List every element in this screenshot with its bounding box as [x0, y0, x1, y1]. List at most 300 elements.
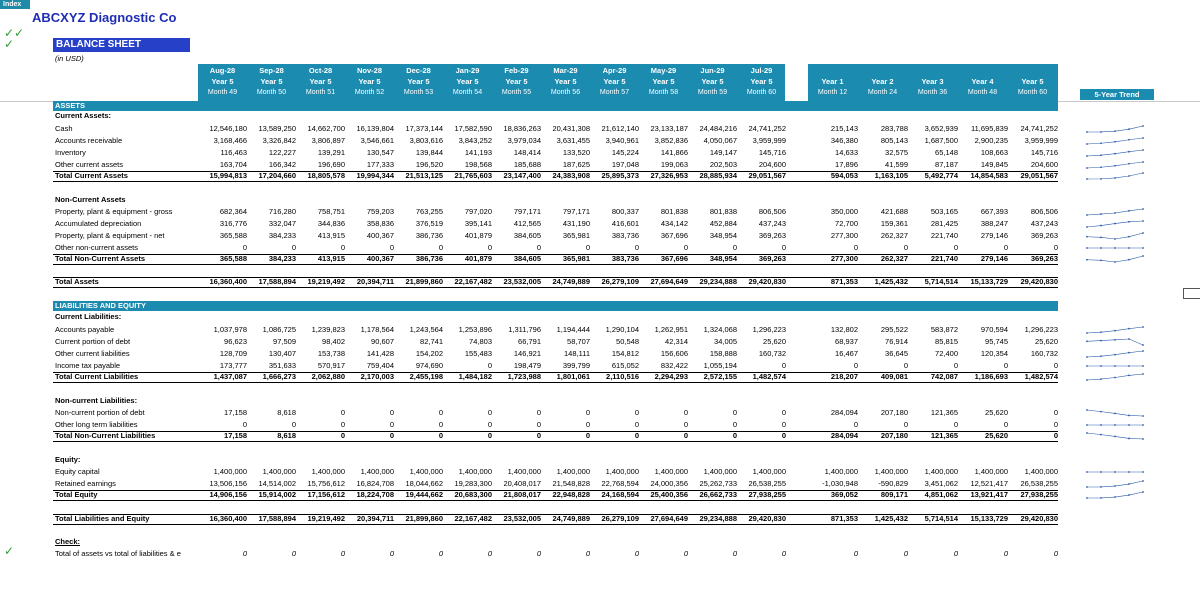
- table-row: [0, 514, 1200, 524]
- year-label: Year 5: [701, 77, 724, 86]
- month-cell: 197,048: [611, 160, 639, 169]
- month-cell: 24,000,356: [650, 479, 688, 488]
- year-cell: 87,187: [935, 160, 958, 169]
- table-row: [0, 277, 1200, 287]
- year-cell: 121,365: [930, 431, 958, 440]
- month-cell: 8,618: [277, 431, 296, 440]
- table-row: [0, 337, 1200, 347]
- year-cell: 1,400,000: [974, 467, 1008, 476]
- row-label: Total Non-Current Assets: [55, 254, 146, 263]
- sparkline-line: [1087, 209, 1143, 215]
- row-label: Equity capital: [55, 467, 100, 476]
- table-row: [0, 219, 1200, 229]
- year-cell: 295,522: [880, 325, 908, 334]
- year-cell: 29,420,830: [1020, 514, 1058, 523]
- sparkline-point: [1100, 424, 1102, 426]
- year-cell: 1,163,105: [874, 171, 908, 180]
- year-cell: 1,400,000: [874, 467, 908, 476]
- month-cell: 1,801,061: [556, 372, 590, 381]
- month-cell: 797,171: [513, 207, 541, 216]
- month-cell: 139,844: [415, 148, 443, 157]
- month-cell: 145,224: [611, 148, 639, 157]
- sparkline-point: [1142, 438, 1144, 440]
- month-cell: 58,707: [567, 337, 590, 346]
- month-cell: 801,838: [709, 207, 737, 216]
- year-cell: 277,300: [830, 254, 858, 263]
- sparkline-point: [1114, 424, 1116, 426]
- sparkline-point: [1128, 247, 1130, 249]
- year-cell: 284,094: [830, 431, 858, 440]
- month-cell: 1,400,000: [213, 467, 247, 476]
- year-cell: 26,538,255: [1020, 479, 1058, 488]
- month-cell: 0: [781, 549, 786, 558]
- row-label: Income tax payable: [55, 361, 121, 370]
- sparkline-point: [1114, 238, 1116, 240]
- month-number: Month 56: [550, 89, 581, 96]
- sparkline-point: [1100, 378, 1102, 380]
- section-liabilities-equity: LIABILITIES AND EQUITY: [53, 301, 1058, 311]
- month-cell: 0: [487, 549, 492, 558]
- table-row: [0, 148, 1200, 158]
- row-label: Total Liabilities and Equity: [55, 514, 150, 523]
- month-cell: 0: [634, 243, 639, 252]
- year-cell: 1,425,432: [874, 277, 908, 286]
- table-row: [0, 124, 1200, 134]
- year-cell: 121,365: [930, 408, 958, 417]
- month-number: Month 54: [452, 89, 483, 96]
- month-cell: 26,538,255: [748, 479, 786, 488]
- month-number: Month 51: [305, 89, 336, 96]
- row-label: Inventory: [55, 148, 86, 157]
- month-cell: 2,294,293: [654, 372, 688, 381]
- month-cell: 29,234,888: [699, 514, 737, 523]
- sparkline-point: [1142, 326, 1144, 328]
- month-cell: 29,234,888: [699, 277, 737, 286]
- month-cell: 23,133,187: [650, 124, 688, 133]
- month-label: Mar-29: [553, 66, 578, 75]
- month-cell: 19,444,662: [405, 490, 443, 499]
- section-assets: ASSETS: [53, 101, 1058, 111]
- sparkline-point: [1142, 471, 1144, 473]
- month-cell: 413,915: [317, 231, 345, 240]
- row-label: Non-Current Assets: [55, 195, 126, 204]
- year-cell: 437,243: [1030, 219, 1058, 228]
- year-cell: 32,575: [885, 148, 908, 157]
- month-cell: 198,568: [464, 160, 492, 169]
- month-cell: 15,756,612: [307, 479, 345, 488]
- month-label: Jul-29: [750, 66, 773, 75]
- year-label: Year 5: [505, 77, 528, 86]
- sparkline-point: [1086, 236, 1088, 238]
- year-cell: 1,400,000: [924, 467, 958, 476]
- sparkline-point: [1086, 365, 1088, 367]
- month-cell: 682,364: [219, 207, 247, 216]
- table-row: [0, 467, 1200, 477]
- month-cell: 434,142: [660, 219, 688, 228]
- year-cell: -1,030,948: [822, 479, 858, 488]
- check-icon: ✓✓: [4, 26, 25, 40]
- month-cell: 139,291: [317, 148, 345, 157]
- sparkline-point: [1128, 128, 1130, 130]
- month-cell: 0: [634, 420, 639, 429]
- year-cell: 17,896: [835, 160, 858, 169]
- sparkline-point: [1142, 424, 1144, 426]
- scroll-indicator[interactable]: [1183, 288, 1200, 299]
- month-cell: 199,063: [660, 160, 688, 169]
- sparkline-point: [1086, 356, 1088, 358]
- month-number: Month 57: [599, 89, 630, 96]
- sparkline-point: [1114, 413, 1116, 415]
- month-cell: 0: [389, 408, 394, 417]
- month-cell: 25,400,356: [650, 490, 688, 499]
- month-cell: 18,836,263: [503, 124, 541, 133]
- row-label: Other non-current assets: [55, 243, 138, 252]
- sparkline-point: [1086, 167, 1088, 169]
- sparkline-point: [1100, 411, 1102, 413]
- month-cell: 376,519: [415, 219, 443, 228]
- month-cell: 20,408,017: [503, 479, 541, 488]
- sparkline-point: [1128, 210, 1130, 212]
- month-cell: 14,662,700: [307, 124, 345, 133]
- month-cell: 3,940,961: [605, 136, 639, 145]
- year-label: Year 2: [871, 77, 894, 86]
- month-cell: 1,262,951: [654, 325, 688, 334]
- month-cell: 3,843,252: [458, 136, 492, 145]
- total-rule: [53, 287, 1058, 288]
- month-cell: 0: [781, 408, 786, 417]
- month-number: Month 36: [917, 89, 948, 96]
- month-cell: 25,620: [763, 337, 786, 346]
- month-cell: 148,111: [564, 349, 590, 358]
- year-cell: 0: [953, 361, 958, 370]
- month-cell: 21,899,860: [405, 514, 443, 523]
- sparkline-point: [1142, 255, 1144, 257]
- year-cell: 0: [1003, 243, 1008, 252]
- year-cell: 29,420,830: [1020, 277, 1058, 286]
- month-number: Month 48: [967, 89, 998, 96]
- sparkline-point: [1100, 131, 1102, 133]
- year-cell: 36,645: [885, 349, 908, 358]
- index-tab[interactable]: Index: [0, 0, 30, 9]
- month-cell: 0: [732, 243, 737, 252]
- month-cell: 156,606: [660, 349, 688, 358]
- sparkline-point: [1114, 177, 1116, 179]
- monthly-column-header: [198, 64, 785, 101]
- month-cell: 383,736: [611, 231, 639, 240]
- month-cell: 0: [732, 549, 737, 558]
- month-cell: 18,805,578: [307, 171, 345, 180]
- year-cell: 11,695,839: [971, 124, 1008, 133]
- month-cell: 412,565: [513, 219, 541, 228]
- month-cell: 158,888: [709, 349, 737, 358]
- sparkline-chart: [1085, 373, 1145, 381]
- year-cell: 279,146: [980, 254, 1008, 263]
- year-cell: 5,714,514: [924, 514, 958, 523]
- year-cell: 283,788: [880, 124, 908, 133]
- year-cell: 1,425,432: [874, 514, 908, 523]
- row-label: Retained earnings: [55, 479, 116, 488]
- month-cell: 3,959,999: [752, 136, 786, 145]
- year-cell: 0: [903, 243, 908, 252]
- month-cell: 759,404: [366, 361, 394, 370]
- month-cell: 18,044,662: [405, 479, 443, 488]
- month-cell: 14,906,156: [209, 490, 247, 499]
- table-row: [0, 490, 1200, 500]
- year-cell: 742,087: [930, 372, 958, 381]
- year-cell: 221,740: [930, 231, 958, 240]
- year-cell: 25,620: [1035, 337, 1058, 346]
- month-number: Month 12: [817, 89, 848, 96]
- year-cell: 5,714,514: [924, 277, 958, 286]
- month-cell: 0: [340, 431, 345, 440]
- year-cell: 281,425: [930, 219, 958, 228]
- month-cell: 365,588: [219, 231, 247, 240]
- table-row: [0, 537, 1200, 547]
- total-rule: [53, 500, 1058, 501]
- month-cell: 8,618: [277, 408, 296, 417]
- month-cell: 23,532,005: [503, 514, 541, 523]
- month-cell: 27,694,649: [650, 514, 688, 523]
- sparkline-point: [1128, 163, 1130, 165]
- month-cell: 128,709: [219, 349, 247, 358]
- year-label: Year 1: [821, 77, 844, 86]
- yearly-column-header: [808, 64, 1058, 101]
- sparkline-point: [1100, 340, 1102, 342]
- month-cell: 146,921: [513, 349, 541, 358]
- year-cell: 0: [1003, 549, 1008, 558]
- sparkline-point: [1142, 480, 1144, 482]
- year-label: Year 5: [603, 77, 626, 86]
- sparkline-point: [1100, 236, 1102, 238]
- month-cell: 1,178,564: [360, 325, 394, 334]
- year-cell: 369,263: [1030, 254, 1058, 263]
- month-cell: 42,314: [665, 337, 688, 346]
- month-cell: 759,203: [366, 207, 394, 216]
- sparkline-point: [1142, 350, 1144, 352]
- sparkline-chart: [1085, 255, 1145, 263]
- month-cell: 1,400,000: [654, 467, 688, 476]
- month-cell: 2,170,003: [360, 372, 394, 381]
- month-cell: 0: [438, 420, 443, 429]
- row-label: Current Assets:: [55, 111, 111, 120]
- row-label: Property, plant & equipment - net: [55, 231, 165, 240]
- year-cell: 0: [1053, 549, 1058, 558]
- sparkline-chart: [1085, 172, 1145, 180]
- month-cell: 0: [781, 361, 786, 370]
- year-cell: 279,146: [980, 231, 1008, 240]
- year-cell: 806,506: [1030, 207, 1058, 216]
- sparkline-point: [1128, 424, 1130, 426]
- sheet-title: BALANCE SHEET: [53, 38, 190, 52]
- month-cell: 16,824,708: [356, 479, 394, 488]
- sparkline-point: [1114, 436, 1116, 438]
- month-cell: 0: [732, 431, 737, 440]
- sparkline-chart: [1085, 409, 1145, 417]
- month-cell: 0: [242, 549, 247, 558]
- sparkline-point: [1142, 220, 1144, 222]
- month-cell: 20,431,308: [552, 124, 590, 133]
- year-cell: 149,845: [980, 160, 1008, 169]
- sparkline-point: [1100, 497, 1102, 499]
- month-label: Jan-29: [455, 66, 480, 75]
- month-cell: 17,156,612: [307, 490, 345, 499]
- month-cell: 348,954: [709, 231, 737, 240]
- month-cell: 160,732: [758, 349, 786, 358]
- sparkline-point: [1086, 409, 1088, 411]
- year-cell: 0: [1053, 361, 1058, 370]
- sparkline-point: [1086, 471, 1088, 473]
- row-label: Total Non-Current Liabilities: [55, 431, 156, 440]
- month-cell: 29,051,567: [748, 171, 786, 180]
- month-cell: 0: [340, 420, 345, 429]
- month-cell: 1,723,988: [507, 372, 541, 381]
- sparkline-chart: [1085, 137, 1145, 145]
- sparkline-chart: [1085, 161, 1145, 169]
- table-row: [0, 243, 1200, 253]
- sparkline-chart: [1085, 338, 1145, 346]
- month-cell: 130,547: [366, 148, 394, 157]
- year-label: Year 5: [1021, 77, 1044, 86]
- month-cell: 0: [585, 408, 590, 417]
- month-cell: 22,948,828: [552, 490, 590, 499]
- year-cell: 369,052: [830, 490, 858, 499]
- month-cell: 0: [683, 420, 688, 429]
- month-cell: 0: [438, 549, 443, 558]
- month-number: Month 55: [501, 89, 532, 96]
- sparkline-point: [1142, 208, 1144, 210]
- month-cell: 21,808,017: [503, 490, 541, 499]
- month-cell: 14,514,002: [258, 479, 296, 488]
- month-cell: 716,280: [268, 207, 296, 216]
- year-cell: 13,921,417: [970, 490, 1008, 499]
- sparkline-chart: [1085, 362, 1145, 370]
- table-row: [0, 160, 1200, 170]
- sparkline-point: [1142, 415, 1144, 417]
- sparkline-point: [1142, 373, 1144, 375]
- sparkline-point: [1086, 486, 1088, 488]
- month-cell: 141,428: [366, 349, 394, 358]
- sparkline-point: [1142, 137, 1144, 139]
- month-cell: 23,147,400: [503, 171, 541, 180]
- year-cell: 1,400,000: [1024, 467, 1058, 476]
- table-row: [0, 171, 1200, 181]
- month-cell: 22,167,482: [454, 277, 492, 286]
- month-cell: 177,333: [366, 160, 394, 169]
- sparkline-chart: [1085, 125, 1145, 133]
- month-cell: 0: [389, 431, 394, 440]
- year-cell: 68,937: [835, 337, 858, 346]
- row-label: Equity:: [55, 455, 81, 464]
- month-cell: 1,666,273: [262, 372, 296, 381]
- year-label: Year 5: [554, 77, 577, 86]
- month-cell: 145,716: [758, 148, 786, 157]
- year-cell: 25,620: [985, 408, 1008, 417]
- year-cell: 41,599: [885, 160, 908, 169]
- sparkline-point: [1100, 247, 1102, 249]
- sparkline-point: [1086, 424, 1088, 426]
- year-cell: 0: [853, 243, 858, 252]
- year-cell: 4,851,062: [924, 490, 958, 499]
- sparkline-point: [1128, 151, 1130, 153]
- year-cell: 0: [1053, 420, 1058, 429]
- month-cell: 0: [340, 408, 345, 417]
- year-cell: 25,620: [985, 431, 1008, 440]
- sparkline-point: [1128, 494, 1130, 496]
- sparkline-chart: [1085, 220, 1145, 228]
- month-number: Month 53: [403, 89, 434, 96]
- sparkline-point: [1114, 261, 1116, 263]
- year-cell: 1,296,223: [1024, 325, 1058, 334]
- month-cell: 17,373,144: [405, 124, 443, 133]
- sparkline-point: [1114, 223, 1116, 225]
- month-cell: 2,062,880: [311, 372, 345, 381]
- sparkline-point: [1100, 178, 1102, 180]
- month-cell: 0: [389, 420, 394, 429]
- sparkline-point: [1086, 226, 1088, 228]
- month-cell: 196,690: [317, 160, 345, 169]
- table-row: [0, 431, 1200, 441]
- year-cell: 5,492,774: [924, 171, 958, 180]
- month-cell: 384,233: [268, 231, 296, 240]
- sparkline-point: [1142, 161, 1144, 163]
- sparkline-point: [1100, 434, 1102, 436]
- sparkline-point: [1142, 125, 1144, 127]
- row-label: Cash: [55, 124, 73, 133]
- company-name: ABCXYZ Diagnostic Co: [32, 10, 177, 25]
- sparkline-point: [1128, 415, 1130, 417]
- month-cell: 24,741,252: [748, 124, 786, 133]
- sparkline-chart: [1085, 421, 1145, 429]
- month-cell: 187,625: [562, 160, 590, 169]
- sparkline-point: [1128, 221, 1130, 223]
- month-cell: 395,141: [464, 219, 492, 228]
- sparkline-chart: [1085, 468, 1145, 476]
- table-row: [0, 312, 1200, 322]
- month-cell: 23,532,005: [503, 277, 541, 286]
- sparkline-point: [1128, 375, 1130, 377]
- row-label: Other current liabilities: [55, 349, 130, 358]
- month-cell: 3,803,616: [409, 136, 443, 145]
- year-cell: 14,633: [835, 148, 858, 157]
- month-cell: 21,548,828: [552, 479, 590, 488]
- sparkline-point: [1114, 354, 1116, 356]
- month-cell: 20,394,711: [356, 514, 394, 523]
- month-cell: 0: [291, 243, 296, 252]
- month-cell: 0: [732, 408, 737, 417]
- sparkline-point: [1128, 139, 1130, 141]
- month-cell: 17,588,894: [258, 514, 296, 523]
- year-cell: 369,263: [1030, 231, 1058, 240]
- month-cell: 367,696: [660, 231, 688, 240]
- month-label: Apr-29: [602, 66, 627, 75]
- sparkline-point: [1114, 377, 1116, 379]
- month-cell: 0: [340, 243, 345, 252]
- year-cell: 262,327: [880, 231, 908, 240]
- month-cell: 797,171: [562, 207, 590, 216]
- sparkline-point: [1100, 166, 1102, 168]
- sparkline-point: [1114, 365, 1116, 367]
- month-label: Dec-28: [406, 66, 431, 75]
- month-cell: 141,193: [464, 148, 492, 157]
- total-rule: [53, 524, 1058, 525]
- year-cell: 277,300: [830, 231, 858, 240]
- month-cell: 1,194,444: [556, 325, 590, 334]
- month-label: Sep-28: [259, 66, 284, 75]
- month-cell: 17,588,894: [258, 277, 296, 286]
- month-cell: 19,994,344: [356, 171, 394, 180]
- month-number: Month 59: [697, 89, 728, 96]
- year-cell: 15,133,729: [970, 277, 1008, 286]
